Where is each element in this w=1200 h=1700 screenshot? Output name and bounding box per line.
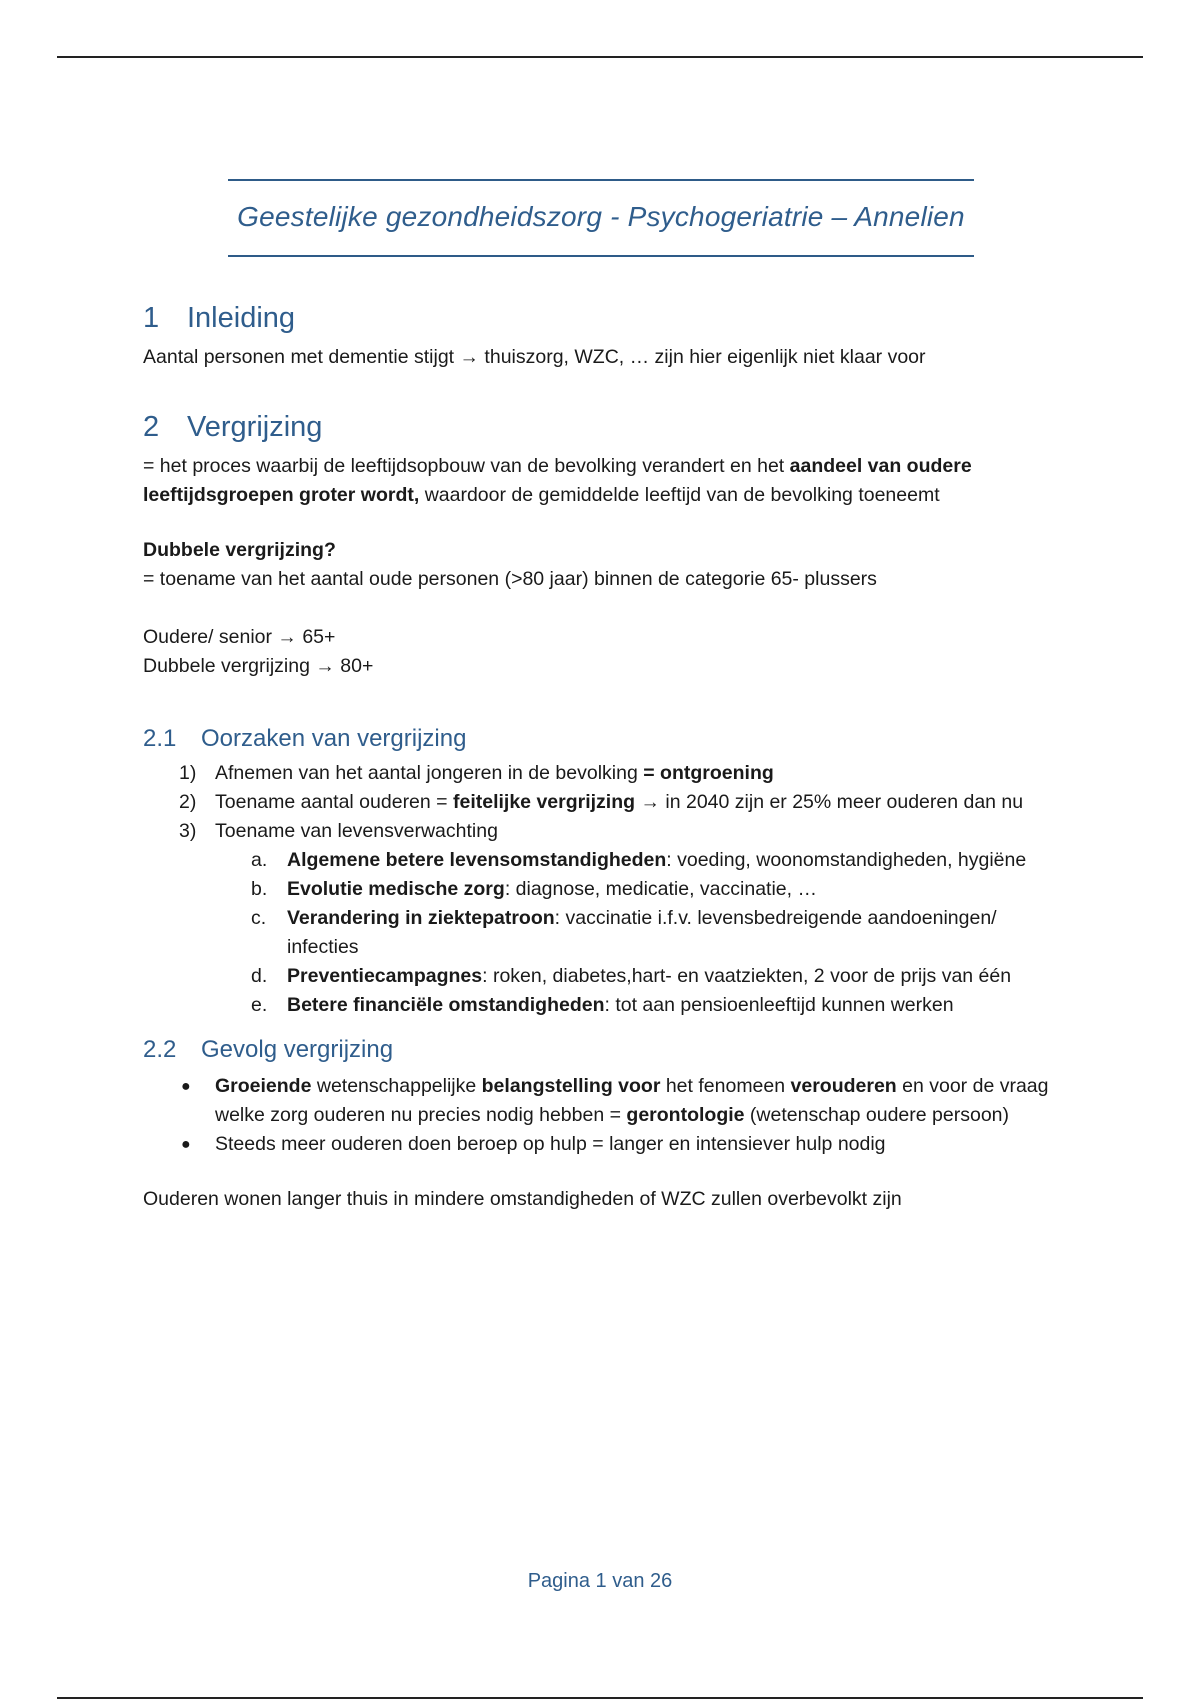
levensverwachting-sublist <box>215 846 1063 1020</box>
subsection-title: Oorzaken van vergrijzing <box>201 725 467 752</box>
bullet-text: en voor de vraag welke zorg ouderen nu precies nodig hebben = <box>215 1075 1049 1126</box>
dubbele-vergrijzing-heading <box>143 536 1063 565</box>
inleiding-text: Aantal personen met dementie stijgt → thuiszorg, WZC, … zijn hier eigenlijk niet klaar voor <box>143 346 926 368</box>
sublist-item <box>215 875 1063 904</box>
sub-bold: Evolutie medische zorg <box>287 878 505 900</box>
list-item <box>143 817 1063 1020</box>
bullet-item <box>143 1130 1063 1159</box>
sub-bold: Algemene betere levensomstandigheden <box>287 849 667 871</box>
subsection-number: 2.1 <box>143 725 177 752</box>
list-item <box>143 788 1063 817</box>
oorzaken-list <box>143 759 1063 1020</box>
bullet-bold: gerontologie <box>626 1104 745 1126</box>
item-text: → in 2040 zijn er 25% meer ouderen dan nu <box>635 791 1024 813</box>
item-bold: feitelijke vergrijzing <box>452 791 636 813</box>
dubbele-vergrijzing-label: Dubbele vergrijzing? <box>143 539 336 561</box>
item-text: Toename van levensverwachting <box>215 820 498 842</box>
item-text: Afnemen van het aantal jongeren in de bevolking <box>215 762 644 784</box>
bullet-text: wetenschappelijke <box>311 1075 482 1097</box>
dubbele-vergrijzing-line: Dubbele vergrijzing → 80+ <box>143 655 374 677</box>
bullet-text: het fenomeen <box>660 1075 791 1097</box>
vergrijzing-definition <box>143 452 1063 510</box>
sub-bold: Verandering in ziektepatroon <box>287 907 555 929</box>
bullet-bold: belangstelling voor <box>481 1075 661 1097</box>
subsection-number: 2.2 <box>143 1036 177 1063</box>
section-title: Vergrijzing <box>187 411 323 443</box>
sublist-item <box>215 904 1063 962</box>
document-title: Geestelijke gezondheidszorg - Psychogeriatrie – Annelien <box>237 201 965 232</box>
gevolg-list <box>143 1072 1063 1159</box>
page-number: Pagina 1 van 26 <box>527 1570 673 1592</box>
sublist-marker: b. <box>251 878 268 900</box>
bullet-text: (wetenschap oudere persoon) <box>744 1104 1009 1126</box>
list-item <box>143 759 1063 788</box>
sublist-item <box>215 991 1063 1020</box>
bullet-bold: Groeiende <box>215 1075 312 1097</box>
sublist-item <box>215 962 1063 991</box>
section-title: Inleiding <box>187 302 296 334</box>
closing-text: Ouderen wonen langer thuis in mindere omstandigheden of WZC zullen overbevolkt zijn <box>143 1188 902 1210</box>
list-marker: 1) <box>179 762 197 784</box>
list-marker: 3) <box>179 820 197 842</box>
bullet-item <box>143 1072 1063 1130</box>
sub-text: : tot aan pensioenleeftijd kunnen werken <box>604 994 954 1016</box>
dubbele-vergrijzing-text: = toename van het aantal oude personen (>80 jaar) binnen de categorie 65- plussers <box>143 568 877 590</box>
bullet-icon: ● <box>181 1136 191 1153</box>
sub-text: : voeding, woonomstandigheden, hygiëne <box>666 849 1027 871</box>
bullet-bold: verouderen <box>790 1075 897 1097</box>
senior-line: Oudere/ senior → 65+ <box>143 626 336 648</box>
bullet-text: Steeds meer ouderen doen beroep op hulp = langer en intensiever hulp nodig <box>215 1133 886 1155</box>
sub-bold: Preventiecampagnes <box>287 965 483 987</box>
document-body <box>143 296 1063 1214</box>
list-marker: 2) <box>179 791 197 813</box>
sub-text: : roken, diabetes,hart- en vaatziekten, 2 voor de prijs van één <box>482 965 1012 987</box>
sublist-item <box>215 846 1063 875</box>
sublist-marker: d. <box>251 965 268 987</box>
heading-oorzaken <box>143 721 1063 757</box>
sublist-marker: c. <box>251 907 267 929</box>
sub-text: : vaccinatie i.f.v. levensbedreigende aandoeningen/ infecties <box>287 907 997 958</box>
item-text: Toename aantal ouderen = <box>215 791 453 813</box>
title-block <box>228 179 974 257</box>
section-number: 2 <box>143 411 160 443</box>
definition-part: = het proces waarbij de leeftijdsopbouw van de bevolking verandert en het <box>143 455 790 477</box>
sublist-marker: a. <box>251 849 268 871</box>
sub-text: : diagnose, medicatie, vaccinatie, … <box>504 878 817 900</box>
heading-inleiding <box>143 296 1063 340</box>
sub-bold: Betere financiële omstandigheden <box>287 994 605 1016</box>
definition-part: waardoor de gemiddelde leeftijd van de bevolking toeneemt <box>419 484 940 506</box>
title-rule-bottom <box>228 255 974 257</box>
heading-gevolg <box>143 1032 1063 1068</box>
sublist-marker: e. <box>251 994 268 1016</box>
page-top-rule <box>57 56 1143 58</box>
section-number: 1 <box>143 302 160 334</box>
definition-bold: aandeel van oudere leeftijdsgroepen groter wordt, <box>143 455 972 506</box>
bullet-icon: ● <box>181 1078 191 1095</box>
subsection-title: Gevolg vergrijzing <box>201 1036 394 1063</box>
page-bottom-rule <box>57 1697 1143 1699</box>
item-bold: = ontgroening <box>643 762 774 784</box>
heading-vergrijzing <box>143 405 1063 449</box>
